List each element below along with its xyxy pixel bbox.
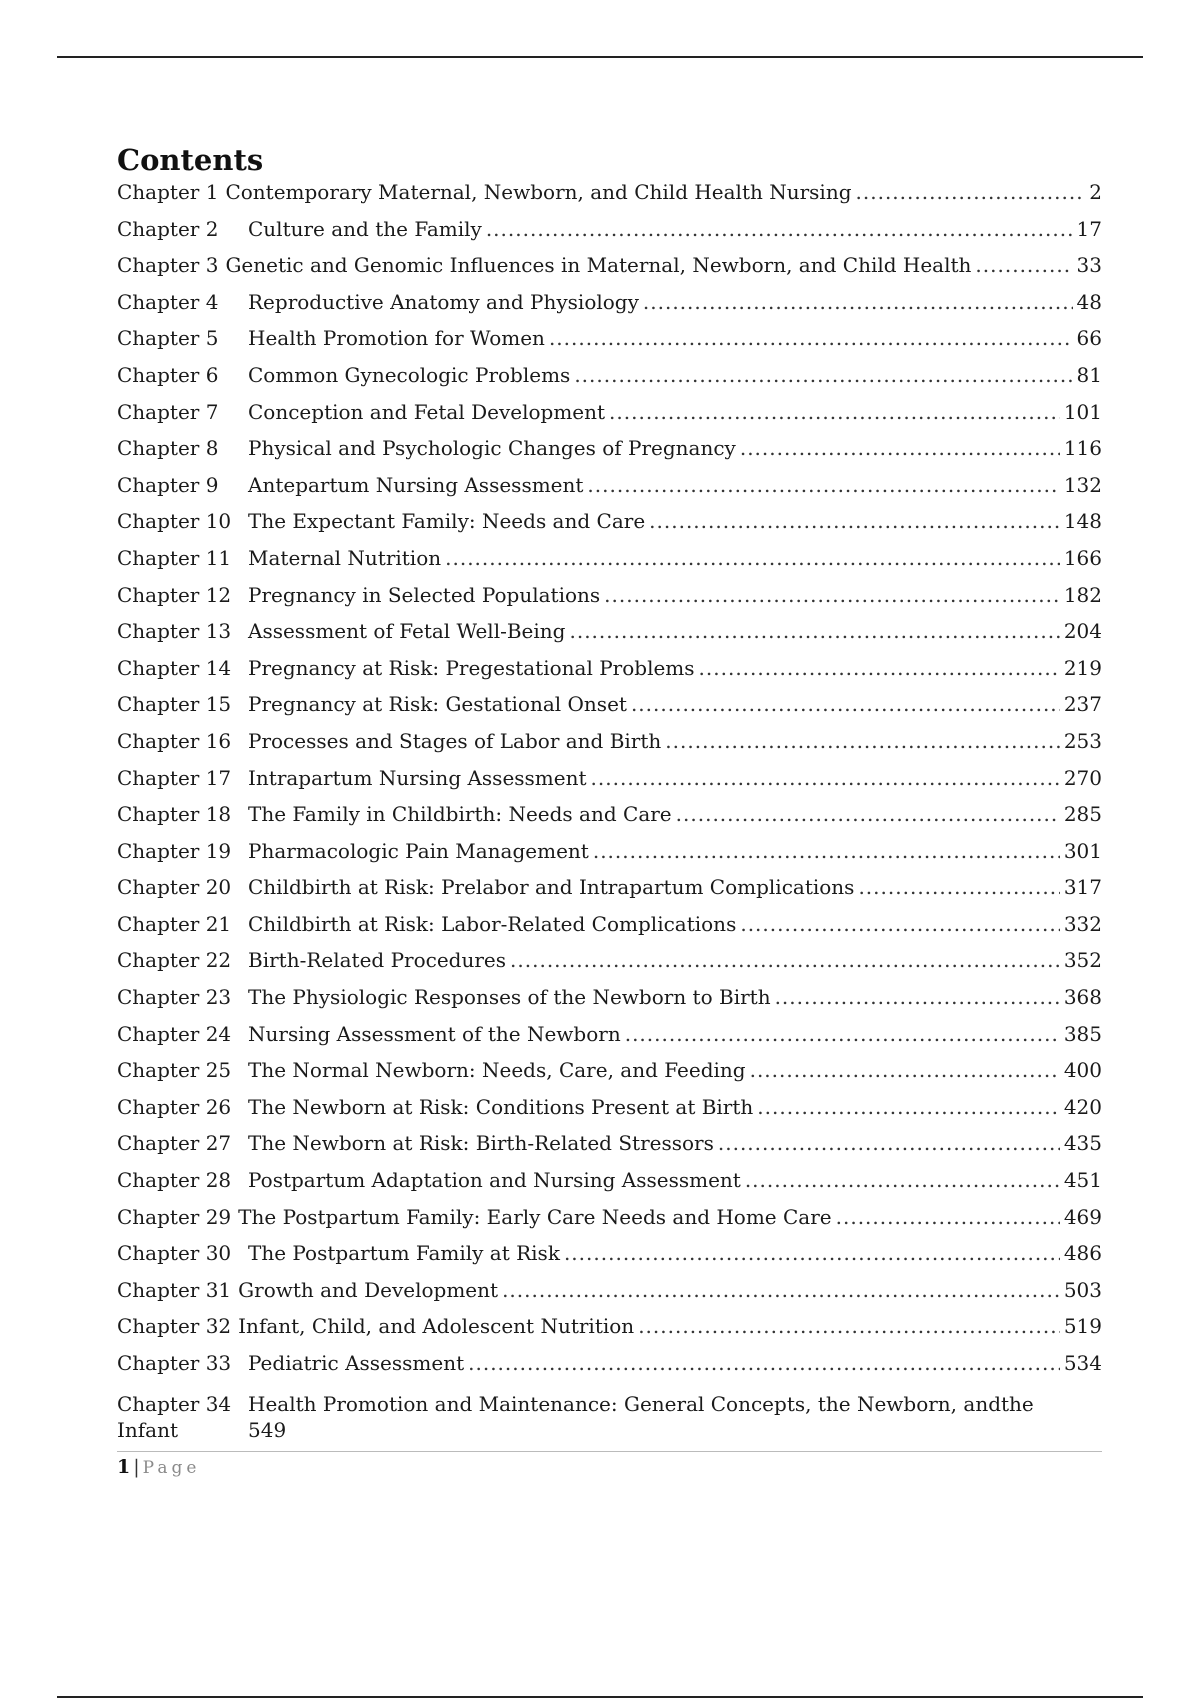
toc-entry[interactable] [117,1205,1102,1242]
toc-entry-title: Genetic and Genomic Influences in Maternal, Newborn, and Child Health [225,253,972,278]
toc-entry-page: 435 [1063,1131,1102,1156]
toc-entry-title: Health Promotion for Women [248,326,545,351]
toc-entry[interactable] [117,1168,1102,1205]
toc-entry-number: Chapter 34 Infant [117,1391,232,1442]
toc-entry-title: The Normal Newborn: Needs, Care, and Feeding [248,1058,746,1083]
toc-entry-title: Contemporary Maternal, Newborn, and Child Health Nursing [225,180,852,204]
toc-entry[interactable] [117,290,1102,327]
toc-entry-title: Pharmacologic Pain Management [248,838,589,863]
toc-entry[interactable] [117,875,1102,912]
toc-entry-title: Postpartum Adaptation and Nursing Assessment [248,1168,741,1193]
toc-entry-title: Conception and Fetal Development [248,399,606,424]
toc-entry-title: Health Promotion and Maintenance: General Concepts, the Newborn, andthe 549 [248,1391,1102,1443]
toc-entry-page: 48 [1076,289,1102,314]
table-of-contents [117,140,1102,1443]
toc-entry-title: Reproductive Anatomy and Physiology [248,289,639,314]
toc-entry[interactable] [117,583,1102,620]
toc-entry[interactable] [117,509,1102,546]
toc-entry-title: Pregnancy at Risk: Pregestational Problems [248,655,695,680]
toc-entry-page: 368 [1063,985,1102,1010]
toc-entry-title: Physical and Psychologic Changes of Pregnancy [248,436,736,461]
toc-entry-page: 116 [1063,436,1102,461]
dot-leader [468,1351,1060,1375]
toc-entry-title: Processes and Stages of Labor and Birth [248,728,662,753]
toc-entry-number: Chapter 9 [117,472,219,497]
dot-leader [975,253,1072,277]
toc-entry-title: The Newborn at Risk: Conditions Present at Birth [248,1094,754,1119]
toc-entry-number: Chapter 11 [117,545,232,570]
toc-entry-title: Pregnancy at Risk: Gestational Onset [248,692,627,717]
toc-entry-title: Pediatric Assessment [248,1351,465,1375]
dot-leader [549,326,1073,350]
toc-entry[interactable] [117,546,1102,583]
toc-entry-title: Growth and Development [238,1277,499,1302]
dot-leader [502,1278,1060,1302]
toc-entry[interactable] [117,1022,1102,1059]
dot-leader [574,363,1072,387]
toc-entry[interactable] [117,912,1102,949]
toc-entry[interactable] [117,619,1102,656]
toc-entry-page: 132 [1063,472,1102,497]
toc-entry-page: 166 [1063,545,1102,570]
dot-leader [649,509,1060,533]
toc-entry[interactable] [117,1095,1102,1132]
toc-entry-page: 400 [1063,1058,1102,1083]
toc-entry-page: 270 [1063,765,1102,790]
toc-entry-number: Chapter 28 [117,1168,232,1193]
toc-entry[interactable] [117,253,1102,290]
toc-entry-page: 285 [1063,802,1102,827]
dot-leader [775,985,1060,1009]
top-rule [57,56,1143,58]
toc-entry-number: Chapter 10 [117,509,232,534]
toc-entry-number: Chapter 33 [117,1351,232,1375]
toc-entry[interactable] [117,656,1102,693]
dot-leader [858,875,1059,899]
toc-entry-number: Chapter 16 [117,728,232,753]
toc-entry-title: Antepartum Nursing Assessment [248,472,584,497]
dot-leader [486,217,1073,241]
toc-entry-number: Chapter 2 [117,216,219,241]
dot-leader [604,583,1060,607]
toc-entry-number: Chapter 24 [117,1021,232,1046]
toc-entry-number: Chapter 29 [117,1204,232,1229]
toc-entry-title: Infant, Child, and Adolescent Nutrition [238,1314,635,1339]
toc-entry[interactable] [117,436,1102,473]
dot-leader [745,1168,1060,1192]
dot-leader [750,1058,1060,1082]
toc-entry-number: Chapter 12 [117,582,232,607]
toc-entry-number: Chapter 31 [117,1277,232,1302]
dot-leader [699,656,1060,680]
dot-leader [836,1205,1060,1229]
toc-entry[interactable] [117,180,1102,217]
toc-entry-number: Chapter 3 [117,253,219,278]
toc-entry-page: 503 [1063,1277,1102,1302]
dot-leader [609,400,1060,424]
toc-entry-title: The Postpartum Family: Early Care Needs and Home Care [238,1204,832,1229]
dot-leader [638,1314,1060,1338]
toc-entry-page: 33 [1076,253,1102,278]
toc-entry-page: 237 [1063,692,1102,717]
toc-entry-page: 148 [1063,509,1102,534]
toc-entry-number: Chapter 5 [117,326,219,351]
toc-entry[interactable] [117,326,1102,363]
toc-entry-title: Intrapartum Nursing Assessment [248,765,587,790]
toc-entry-number: Chapter 26 [117,1094,232,1119]
dot-leader [856,180,1086,204]
dot-leader [625,1022,1060,1046]
toc-entry-title: Nursing Assessment of the Newborn [248,1021,621,1046]
dot-leader [757,1095,1060,1119]
toc-entry-page: 469 [1063,1204,1102,1229]
toc-entry-page: 101 [1063,399,1102,424]
toc-entry-title: Common Gynecologic Problems [248,362,571,387]
toc-entry-number: Chapter 19 [117,838,232,863]
toc-entry-number: Chapter 30 [117,1241,232,1266]
dot-leader [718,1131,1060,1155]
toc-entry-title: Childbirth at Risk: Labor-Related Complications [248,911,737,936]
toc-entry-number: Chapter 18 [117,802,232,827]
dot-leader [631,692,1060,716]
toc-entry-title: Maternal Nutrition [248,545,442,570]
toc-entry-number: Chapter 7 [117,399,219,424]
toc-entry-page: 66 [1076,326,1102,351]
dot-leader [591,766,1060,790]
toc-entry-number: Chapter 15 [117,692,232,717]
toc-entry[interactable] [117,400,1102,437]
toc-entry-number: Chapter 6 [117,362,219,387]
toc-entry-page: 301 [1063,838,1102,863]
toc-entry-page: 17 [1076,216,1102,241]
dot-leader [587,473,1059,497]
toc-entry-page: 352 [1063,948,1102,973]
toc-entry-page: 317 [1063,875,1102,900]
toc-entry-page: 204 [1063,619,1102,644]
toc-entry-title: Culture and the Family [248,216,482,241]
toc-entry[interactable] [117,1278,1102,1315]
toc-entry[interactable] [117,1131,1102,1168]
toc-entry-number: Chapter 14 [117,655,232,680]
toc-entry[interactable] [117,766,1102,803]
bottom-rule [57,1696,1143,1698]
toc-entry-title: Assessment of Fetal Well-Being [248,619,566,644]
toc-entry-page: 253 [1063,728,1102,753]
toc-entry-page: 182 [1063,582,1102,607]
toc-entry-number: Chapter 20 [117,875,232,900]
toc-entry[interactable] [117,363,1102,400]
footer-page-number: 1 [117,1456,131,1478]
toc-entry-page: 549 [248,1417,287,1442]
toc-entry[interactable] [117,1314,1102,1351]
toc-entry-page: 420 [1063,1094,1102,1119]
toc-entry-number: Chapter 25 [117,1058,232,1083]
toc-entry[interactable] [117,839,1102,876]
toc-entry-page: 219 [1063,655,1102,680]
toc-entry[interactable] [117,473,1102,510]
dot-leader [564,1241,1060,1265]
toc-entry-chapter-34[interactable] [117,1391,1102,1443]
toc-entry-number: Chapter 22 [117,948,232,973]
toc-entry-number: Chapter 1 [117,180,219,204]
toc-entry-page: 81 [1076,362,1102,387]
dot-leader [445,546,1060,570]
toc-entry-title: Childbirth at Risk: Prelabor and Intrapartum Complications [248,875,855,900]
toc-list [117,180,1102,1388]
toc-entry-number: Chapter 32 [117,1314,232,1339]
footer-page-label: Page [142,1458,201,1478]
toc-entry-page: 486 [1063,1241,1102,1266]
toc-entry-page: 451 [1063,1168,1102,1193]
toc-entry[interactable] [117,1058,1102,1095]
dot-leader [510,948,1060,972]
toc-entry-title: The Expectant Family: Needs and Care [248,509,646,534]
dot-leader [593,839,1060,863]
toc-entry[interactable] [117,1351,1102,1388]
toc-entry[interactable] [117,217,1102,254]
dot-leader [569,619,1059,643]
footer-separator: | [133,1456,140,1478]
toc-entry[interactable] [117,802,1102,839]
toc-entry-number: Chapter 23 [117,985,232,1010]
toc-entry-title: Birth-Related Procedures [248,948,507,973]
dot-leader [643,290,1073,314]
toc-entry-number: Chapter 13 [117,619,232,644]
toc-entry-number: Chapter 21 [117,911,232,936]
toc-entry[interactable] [117,729,1102,766]
dot-leader [665,729,1060,753]
toc-entry-number: Chapter 17 [117,765,232,790]
toc-entry-number: Chapter 8 [117,436,219,461]
toc-entry-title: The Newborn at Risk: Birth-Related Stressors [248,1131,714,1156]
toc-entry[interactable] [117,1241,1102,1278]
dot-leader [676,802,1060,826]
footer-rule [117,1451,1102,1452]
toc-entry-title: The Physiologic Responses of the Newborn to Birth [248,985,771,1010]
toc-entry-page: 519 [1063,1314,1102,1339]
toc-entry-number: Chapter 4 [117,289,219,314]
contents-heading: Contents [117,143,264,177]
toc-entry-page: 385 [1063,1021,1102,1046]
dot-leader [740,912,1059,936]
toc-entry-number: Chapter 27 [117,1131,232,1156]
toc-entry[interactable] [117,985,1102,1022]
page-footer [117,1455,200,1480]
toc-entry-page: 534 [1063,1351,1102,1375]
toc-entry[interactable] [117,692,1102,729]
dot-leader [740,436,1060,460]
toc-entry-page: 2 [1089,180,1102,204]
toc-entry-title: The Postpartum Family at Risk [248,1241,560,1266]
toc-entry-title: Pregnancy in Selected Populations [248,582,601,607]
toc-entry-title: The Family in Childbirth: Needs and Care [248,802,672,827]
toc-entry[interactable] [117,948,1102,985]
toc-entry-page: 332 [1063,911,1102,936]
